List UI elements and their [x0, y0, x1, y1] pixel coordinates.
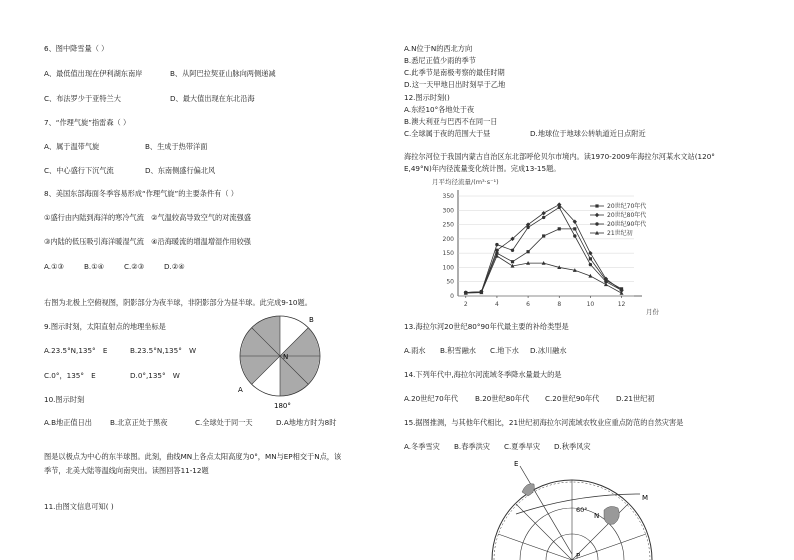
legend-marker: [595, 222, 598, 225]
legend-label: 21世纪初: [607, 230, 633, 238]
x-axis-label: 月份: [646, 308, 659, 316]
q9-option-b[interactable]: B.23.5°N,135° W: [130, 346, 197, 355]
q10-option-b[interactable]: B.北京正处于黑夜: [110, 418, 168, 427]
y-tick-label: 350: [442, 193, 454, 200]
data-point: [495, 243, 498, 246]
data-point: [558, 227, 561, 230]
q8-option-d[interactable]: D.②④: [164, 262, 185, 271]
q13-option-d[interactable]: D.冰川融水: [530, 346, 567, 355]
q10-option-a[interactable]: A.B地正值日出: [44, 418, 92, 427]
q11-option-d[interactable]: D.这一天甲地日出时刻早于乙地: [404, 80, 506, 89]
y-tick-label: 300: [442, 207, 454, 215]
q7-option-a[interactable]: A、属于温带气旋: [44, 142, 100, 151]
runoff-line-chart: [424, 174, 680, 320]
polar-circle: [240, 316, 320, 396]
q11-option-c[interactable]: C.此季节是南极考察的最佳时期: [404, 68, 505, 77]
q13-stem: 13.海拉尔河20世纪80°90年代最主要的补给类型是: [404, 322, 569, 331]
x-tick-label: 8: [557, 301, 562, 308]
intro-13-15-line2: E,49°N)年内径流量变化统计图。完成13-15题。: [404, 164, 561, 173]
data-point: [589, 257, 592, 260]
intro-13-15-line1: 海拉尔河位于我国内蒙古自治区东北部呼伦贝尔市境内。读1970-2009年海拉尔河某水文站(120°: [404, 152, 715, 161]
q7-option-c[interactable]: C、中心盛行下沉气流: [44, 166, 114, 175]
data-point: [588, 251, 592, 255]
q9-option-a[interactable]: A.23.5°N,135° E: [44, 346, 108, 355]
polar-view-figure: [228, 308, 328, 412]
q15-stem: 15.据图推测，与其他年代相比，21世纪初海拉尔河流域农牧业应重点防范的自然灾害是: [404, 418, 684, 427]
point-e-label: E: [514, 460, 519, 468]
q7-option-d[interactable]: D、东南侧盛行偏北风: [145, 166, 216, 175]
q8-option-c[interactable]: C.②③: [124, 262, 145, 271]
data-point: [620, 291, 624, 295]
q14-option-a[interactable]: A.20世纪70年代: [404, 394, 459, 403]
data-point: [604, 282, 608, 286]
x-tick-label: 10: [586, 301, 595, 308]
y-tick-label: 50: [446, 278, 454, 286]
bottom-meridian-label: 180°: [274, 402, 291, 410]
data-point: [573, 234, 576, 237]
intro-9-10: 右图为北极上空俯视图，阴影部分为夜半球，非阴影部分为昼半球。此完成9-10题。: [44, 298, 312, 307]
q11-option-b[interactable]: B.悉尼正值少雨的季节: [404, 56, 476, 65]
x-tick-label: 12: [617, 301, 626, 308]
data-point: [526, 250, 529, 253]
point-n-label: N: [594, 512, 600, 520]
q9-option-c[interactable]: C.0°，135° E: [44, 371, 96, 380]
legend-marker: [595, 213, 599, 217]
q14-option-d[interactable]: D.21世纪初: [616, 394, 655, 403]
q6-option-c[interactable]: C、布法罗少于亚特兰大: [44, 94, 121, 103]
q6-option-a[interactable]: A、最低值出现在伊利湖东南岸: [44, 69, 143, 78]
q14-option-c[interactable]: C.20世纪90年代: [545, 394, 600, 403]
q13-option-b[interactable]: B.积雪融水: [440, 346, 476, 355]
series-line-1: [466, 229, 622, 293]
q14-stem: 14.下列年代中,海拉尔河流域冬季降水量最大的是: [404, 370, 562, 379]
q10-option-d[interactable]: D.A地地方时为8时: [276, 418, 337, 427]
legend-label: 20世纪80年代: [607, 212, 647, 220]
q12-option-d[interactable]: D.地球位于地球公转轨道近日点附近: [530, 129, 646, 138]
q10-stem: 10.图示时刻: [44, 395, 85, 404]
q10-option-c[interactable]: C.全球处于同一天: [195, 418, 253, 427]
q6-option-d[interactable]: D、最大值出现在东北沿海: [170, 94, 255, 103]
legend-label: 20世纪70年代: [607, 203, 647, 211]
q12-stem: 12.图示时刻(): [404, 93, 450, 102]
chart-title: 月平均径流量/(m³·s⁻¹): [432, 178, 499, 186]
q11-stem: 11.由图文信息可知( ): [44, 502, 114, 511]
q7-option-b[interactable]: B、生成于热带洋面: [145, 142, 208, 151]
point-a-label: A: [238, 386, 243, 394]
point-m-label: M: [642, 494, 649, 502]
latitude-60-label: 60°: [576, 506, 588, 514]
intro-11-12-line1: 图是以极点为中心的东半球图。此刻，曲线MN上各点太阳高度为0°，MN与EP相交于N点，该: [44, 452, 342, 461]
x-tick-label: 6: [526, 301, 531, 308]
q13-option-c[interactable]: C.地下水: [490, 346, 519, 355]
eastern-hemisphere-diagram: [486, 454, 658, 560]
data-point: [558, 206, 561, 209]
q9-option-d[interactable]: D.0°,135° W: [130, 371, 180, 380]
q6-option-b[interactable]: B、从阿巴拉契亚山脉向两侧递减: [170, 69, 276, 78]
pole-label-n: N: [283, 353, 289, 361]
q12-option-b[interactable]: B.澳大利亚与巴西不在同一日: [404, 117, 498, 126]
point-b-label: B: [309, 316, 314, 324]
data-point: [542, 216, 545, 219]
q8-option-a[interactable]: A.①③: [44, 262, 64, 271]
x-tick-label: 4: [495, 301, 499, 308]
y-tick-label: 250: [442, 221, 454, 229]
q15-option-c[interactable]: C.夏季旱灾: [504, 442, 541, 451]
y-tick-label: 0: [450, 293, 454, 300]
x-tick-label: 2: [463, 301, 468, 308]
q8-choices-line1: ①盛行由内陆到海洋的寒冷气流 ②气温较高导致空气的对流强盛: [44, 213, 251, 222]
point-p-label: P: [576, 552, 581, 560]
data-point: [511, 249, 514, 252]
y-tick-label: 150: [442, 250, 454, 258]
intro-11-12-line2: 季节，北美大陆等温线向南突出。读图回答11-12题: [44, 466, 209, 475]
legend-label: 20世纪90年代: [607, 221, 647, 229]
legend-marker: [595, 204, 598, 207]
q14-option-b[interactable]: B.20世纪80年代: [475, 394, 530, 403]
q12-option-a[interactable]: A.东经10°各地处于夜: [404, 105, 475, 114]
data-point: [511, 260, 514, 263]
data-point: [526, 226, 529, 229]
q6-stem: 6、图中降雪量（ ）: [44, 44, 109, 53]
q8-option-b[interactable]: B.①④: [84, 262, 105, 271]
q15-option-d[interactable]: D.秋季风灾: [554, 442, 591, 451]
y-tick-label: 100: [442, 264, 454, 272]
q12-option-c[interactable]: C.全球属于夜的范围大于昼: [404, 129, 491, 138]
q11-option-a[interactable]: A.N位于N的西北方向: [404, 44, 473, 53]
data-point: [542, 234, 545, 237]
data-point: [589, 263, 592, 266]
q7-stem: 7、“作理气旋”指雷森（ ）: [44, 118, 131, 127]
q9-stem: 9.图示时刻，太阳直射点的地理坐标是: [44, 322, 166, 331]
y-tick-label: 200: [442, 235, 454, 243]
q8-stem: 8、美国东部海面冬季容易形成“作理气旋”的主要条件有（ ）: [44, 189, 238, 198]
data-point: [573, 227, 576, 230]
q13-option-a[interactable]: A.雨水: [404, 346, 426, 355]
q15-option-b[interactable]: B.春季洪灾: [454, 442, 490, 451]
q8-choices-line2: ③内陆的低压吸引海洋暖湿气流 ④沿海暖流的增温增湿作用较强: [44, 237, 251, 246]
series-line-3: [466, 207, 622, 292]
q15-option-a[interactable]: A.冬季雪灾: [404, 442, 440, 451]
